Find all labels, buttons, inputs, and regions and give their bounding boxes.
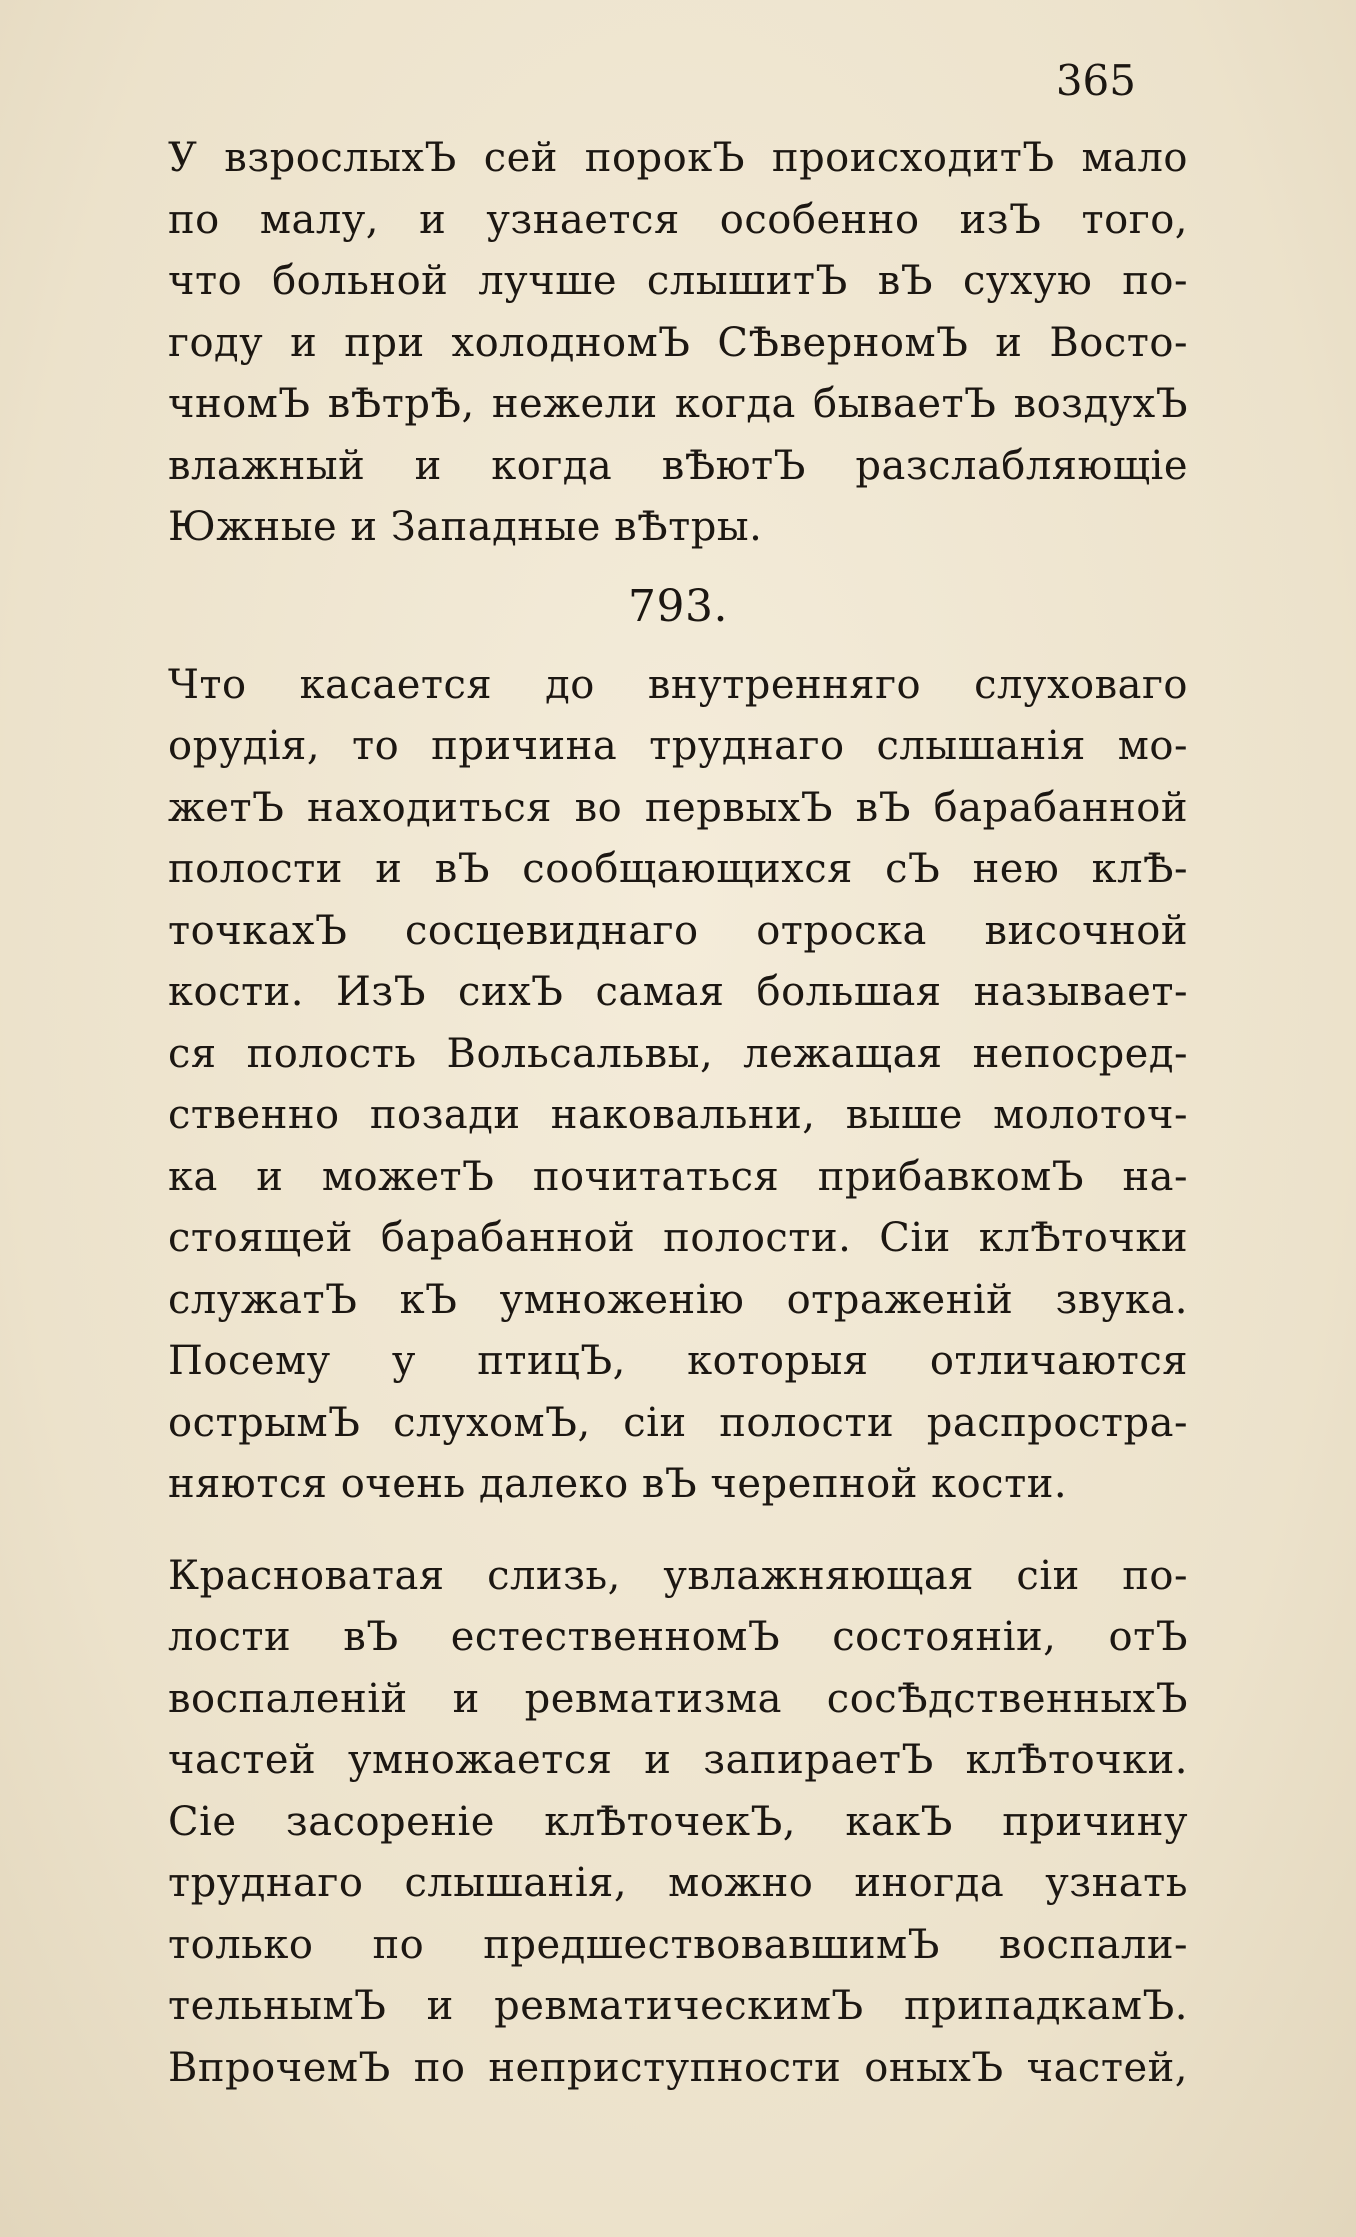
text-line: острымЪ слухомЪ, сіи полости распростра- (168, 1399, 1188, 1446)
text-line: Посему у птицЪ, которыя отличаются (168, 1338, 1188, 1384)
page-number: 365 (1055, 56, 1136, 105)
text-line: году и при холодномЪ СѢверномЪ и Восто- (168, 319, 1188, 366)
text-line: жетЪ находиться во первыхЪ вЪ барабанной (168, 784, 1188, 831)
text-line: стоящей барабанной полости. Сіи клѢточки (168, 1215, 1188, 1261)
paragraph-3 (168, 1546, 1188, 2100)
paragraph-1 (168, 128, 1188, 559)
text-line: служатЪ кЪ умноженію отраженій звука. (168, 1276, 1188, 1323)
text-line: частей умножается и запираетЪ клѢточки. (168, 1737, 1188, 1783)
text-line: ственно позади наковальни, выше молоточ- (168, 1092, 1188, 1138)
text-line: по малу, и узнается особенно изЪ того, (168, 196, 1188, 243)
text-line: ка и можетЪ почитаться прибавкомЪ на- (168, 1153, 1188, 1200)
text-line: влажный и когда вѢютЪ разслабляющіе (168, 442, 1188, 489)
text-line: ВпрочемЪ по неприступности оныхЪ частей, (168, 2044, 1188, 2091)
text-line: что больной лучше слышитЪ вЪ сухую по- (168, 258, 1188, 304)
text-line: Что касается до внутренняго слуховаго (168, 661, 1188, 708)
text-line: Южные и Западные вѢтры. (168, 504, 763, 550)
text-line: лости вЪ естественномЪ состояніи, отЪ (168, 1614, 1188, 1660)
paragraph-2 (168, 655, 1188, 1516)
text-line: кости. ИзЪ сихЪ самая большая называет- (168, 969, 1188, 1015)
text-line: тельнымЪ и ревматическимЪ припадкамЪ. (168, 1983, 1188, 2029)
text-line: воспаленій и ревматизма сосѢдственныхЪ (168, 1675, 1188, 1722)
text-line: орудія, то причина труднаго слышанія мо- (168, 723, 1188, 769)
text-line: труднаго слышанія, можно иногда узнать (168, 1860, 1188, 1906)
paragraph-gap (168, 1516, 1188, 1546)
text-line: чномЪ вѢтрѢ, нежели когда бываетЪ воздухЪ (168, 381, 1188, 427)
text-line: полости и вЪ сообщающихся сЪ нею клѢ- (168, 846, 1188, 892)
text-line: Сіе засореніе клѢточекЪ, какЪ причину (168, 1798, 1188, 1845)
section-number: 793. (628, 580, 728, 632)
text-line: Красноватая слизь, увлажняющая сіи по- (168, 1552, 1188, 1599)
text-line: только по предшествовавшимЪ воспали- (168, 1921, 1188, 1968)
text-line: точкахЪ сосцевиднаго отроска височной (168, 907, 1188, 954)
text-line: ся полость Вольсальвы, лежащая непосред- (168, 1030, 1188, 1077)
text-line: няются очень далеко вЪ черепной кости. (168, 1461, 1068, 1507)
page-body (168, 128, 1188, 2099)
text-line: У взрослыхЪ сей порокЪ происходитЪ мало (168, 135, 1188, 181)
